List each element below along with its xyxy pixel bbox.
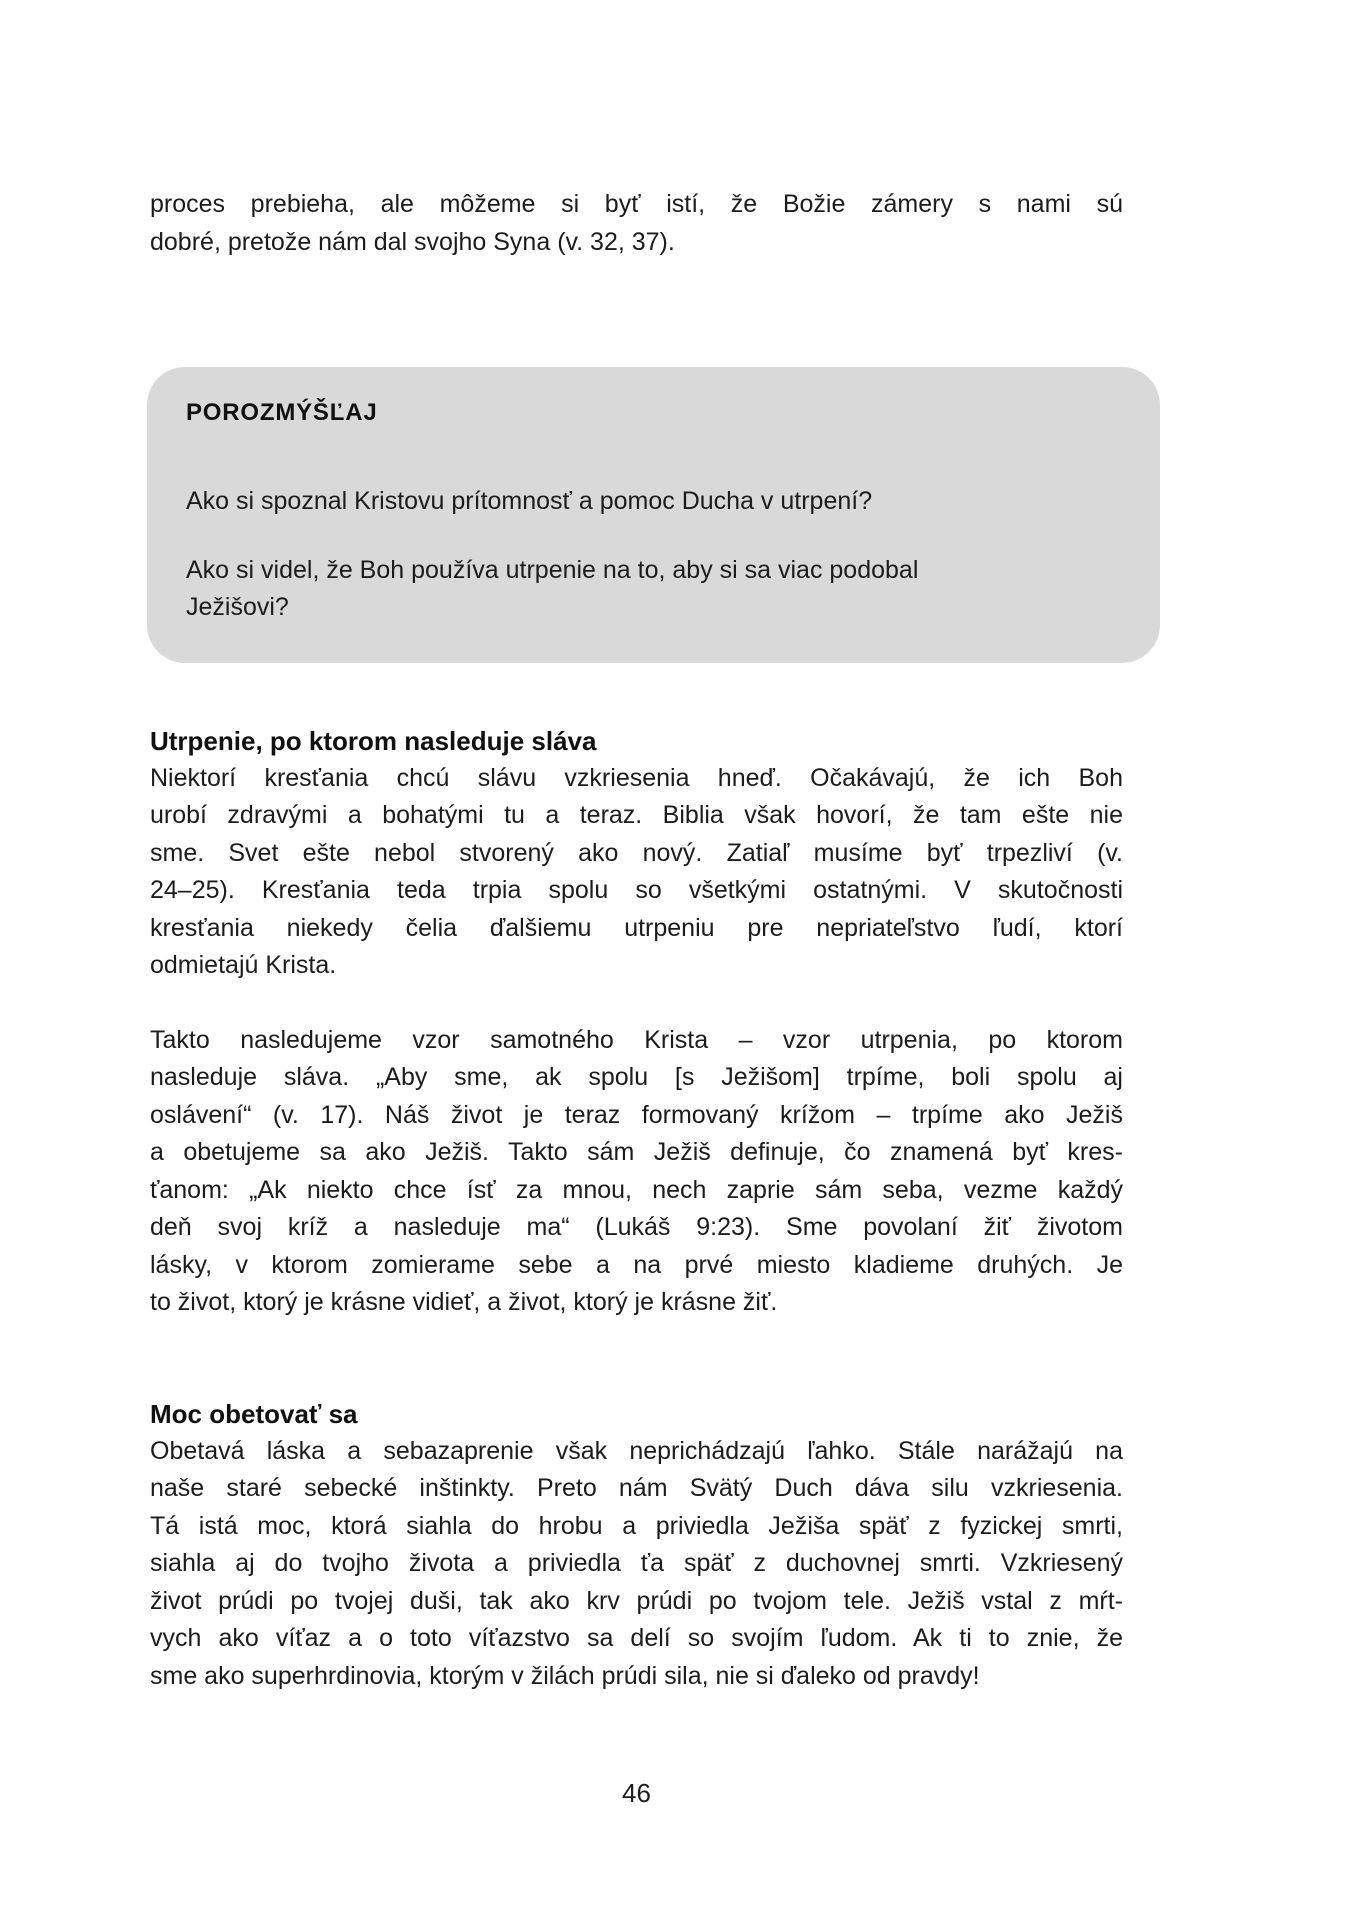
text-line: Ako si videl, že Boh používa utrpenie na to, aby si sa viac podobal bbox=[186, 555, 919, 584]
text-line: Niektorí kresťania chcú slávu vzkriesenia hneď. Očakávajú, že ich Boh bbox=[150, 763, 1123, 792]
reflect-question-1 bbox=[186, 483, 1100, 521]
paragraph bbox=[150, 760, 1123, 985]
text-line: sme ako superhrdinovia, ktorým v žilách prúdi sila, nie si ďaleko od pravdy! bbox=[150, 1661, 980, 1690]
intro-paragraph bbox=[150, 0, 1123, 261]
page-number: 46 bbox=[622, 1778, 651, 1808]
text-line: deň svoj kríž a nasleduje ma“ (Lukáš 9:23). Sme povolaní žiť životom bbox=[150, 1213, 1123, 1241]
text-line: to život, ktorý je krásne vidieť, a život, ktorý je krásne žiť. bbox=[150, 1288, 778, 1316]
section-heading-suffering-glory: Utrpenie, po ktorom nasleduje sláva bbox=[150, 725, 597, 756]
reflect-box bbox=[147, 367, 1160, 663]
text-line: vych ako víťaz a o toto víťazstvo sa delí so svojím ľudom. Ak ti to znie, že bbox=[150, 1624, 1123, 1652]
text-line: siahla aj do tvojho života a priviedla ťa späť z duchovnej smrti. Vzkriesený bbox=[150, 1549, 1123, 1577]
text-line: kresťania niekedy čelia ďalšiemu utrpeniu pre nepriateľstvo ľudí, ktorí bbox=[150, 913, 1123, 942]
text-line: život prúdi po tvojej duši, tak ako krv prúdi po tvojom tele. Ježiš vstal z mŕt- bbox=[150, 1586, 1123, 1615]
paragraph bbox=[150, 1433, 1123, 1696]
section-heading-power-to-sacrifice: Moc obetovať sa bbox=[150, 1398, 358, 1429]
text-line: dobré, pretože nám dal svojho Syna (v. 32, 37). bbox=[150, 227, 675, 256]
paragraph bbox=[150, 1022, 1123, 1322]
text-line: Obetavá láska a sebazaprenie však neprichádzajú ľahko. Stále narážajú na bbox=[150, 1436, 1123, 1465]
text-line: nasleduje sláva. „Aby sme, ak spolu [s Ježišom] trpíme, boli spolu aj bbox=[150, 1063, 1123, 1091]
reflect-question-2 bbox=[186, 552, 1100, 627]
text-line: sme. Svet ešte nebol stvorený ako nový. Zatiaľ musíme byť trpezliví (v. bbox=[150, 838, 1123, 867]
text-line: Takto nasledujeme vzor samotného Krista – vzor utrpenia, po ktorom bbox=[150, 1025, 1123, 1054]
text-line: oslávení“ (v. 17). Náš život je teraz formovaný krížom – trpíme ako Ježiš bbox=[150, 1100, 1123, 1129]
text-line: Tá istá moc, ktorá siahla do hrobu a priviedla Ježiša späť z fyzickej smrti, bbox=[150, 1511, 1123, 1540]
text-line: a obetujeme sa ako Ježiš. Takto sám Ježiš definuje, čo znamená byť kres- bbox=[150, 1138, 1123, 1166]
text-line: 24–25). Kresťania teda trpia spolu so všetkými ostatnými. V skutočnosti bbox=[150, 876, 1123, 904]
text-line: lásky, v ktorom zomierame sebe a na prvé miesto kladieme druhých. Je bbox=[150, 1250, 1123, 1279]
text-line: proces prebieha, ale môžeme si byť istí, že Božie zámery s nami sú bbox=[150, 190, 1123, 218]
text-line: urobí zdravými a bohatými tu a teraz. Biblia však hovorí, že tam ešte nie bbox=[150, 801, 1123, 829]
text-line: naše staré sebecké inštinkty. Preto nám Svätý Duch dáva silu vzkriesenia. bbox=[150, 1474, 1123, 1502]
text-line: Ježišovi? bbox=[186, 593, 289, 621]
text-line: Ako si spoznal Kristovu prítomnosť a pomoc Ducha v utrpení? bbox=[186, 487, 873, 515]
text-line: ťanom: „Ak niekto chce ísť za mnou, nech zaprie sám seba, vezme každý bbox=[150, 1175, 1123, 1204]
text-column bbox=[150, 0, 1123, 1695]
text-line: odmietajú Krista. bbox=[150, 951, 337, 979]
reflect-box-title: POROZMÝŠĽAJ bbox=[186, 399, 378, 426]
